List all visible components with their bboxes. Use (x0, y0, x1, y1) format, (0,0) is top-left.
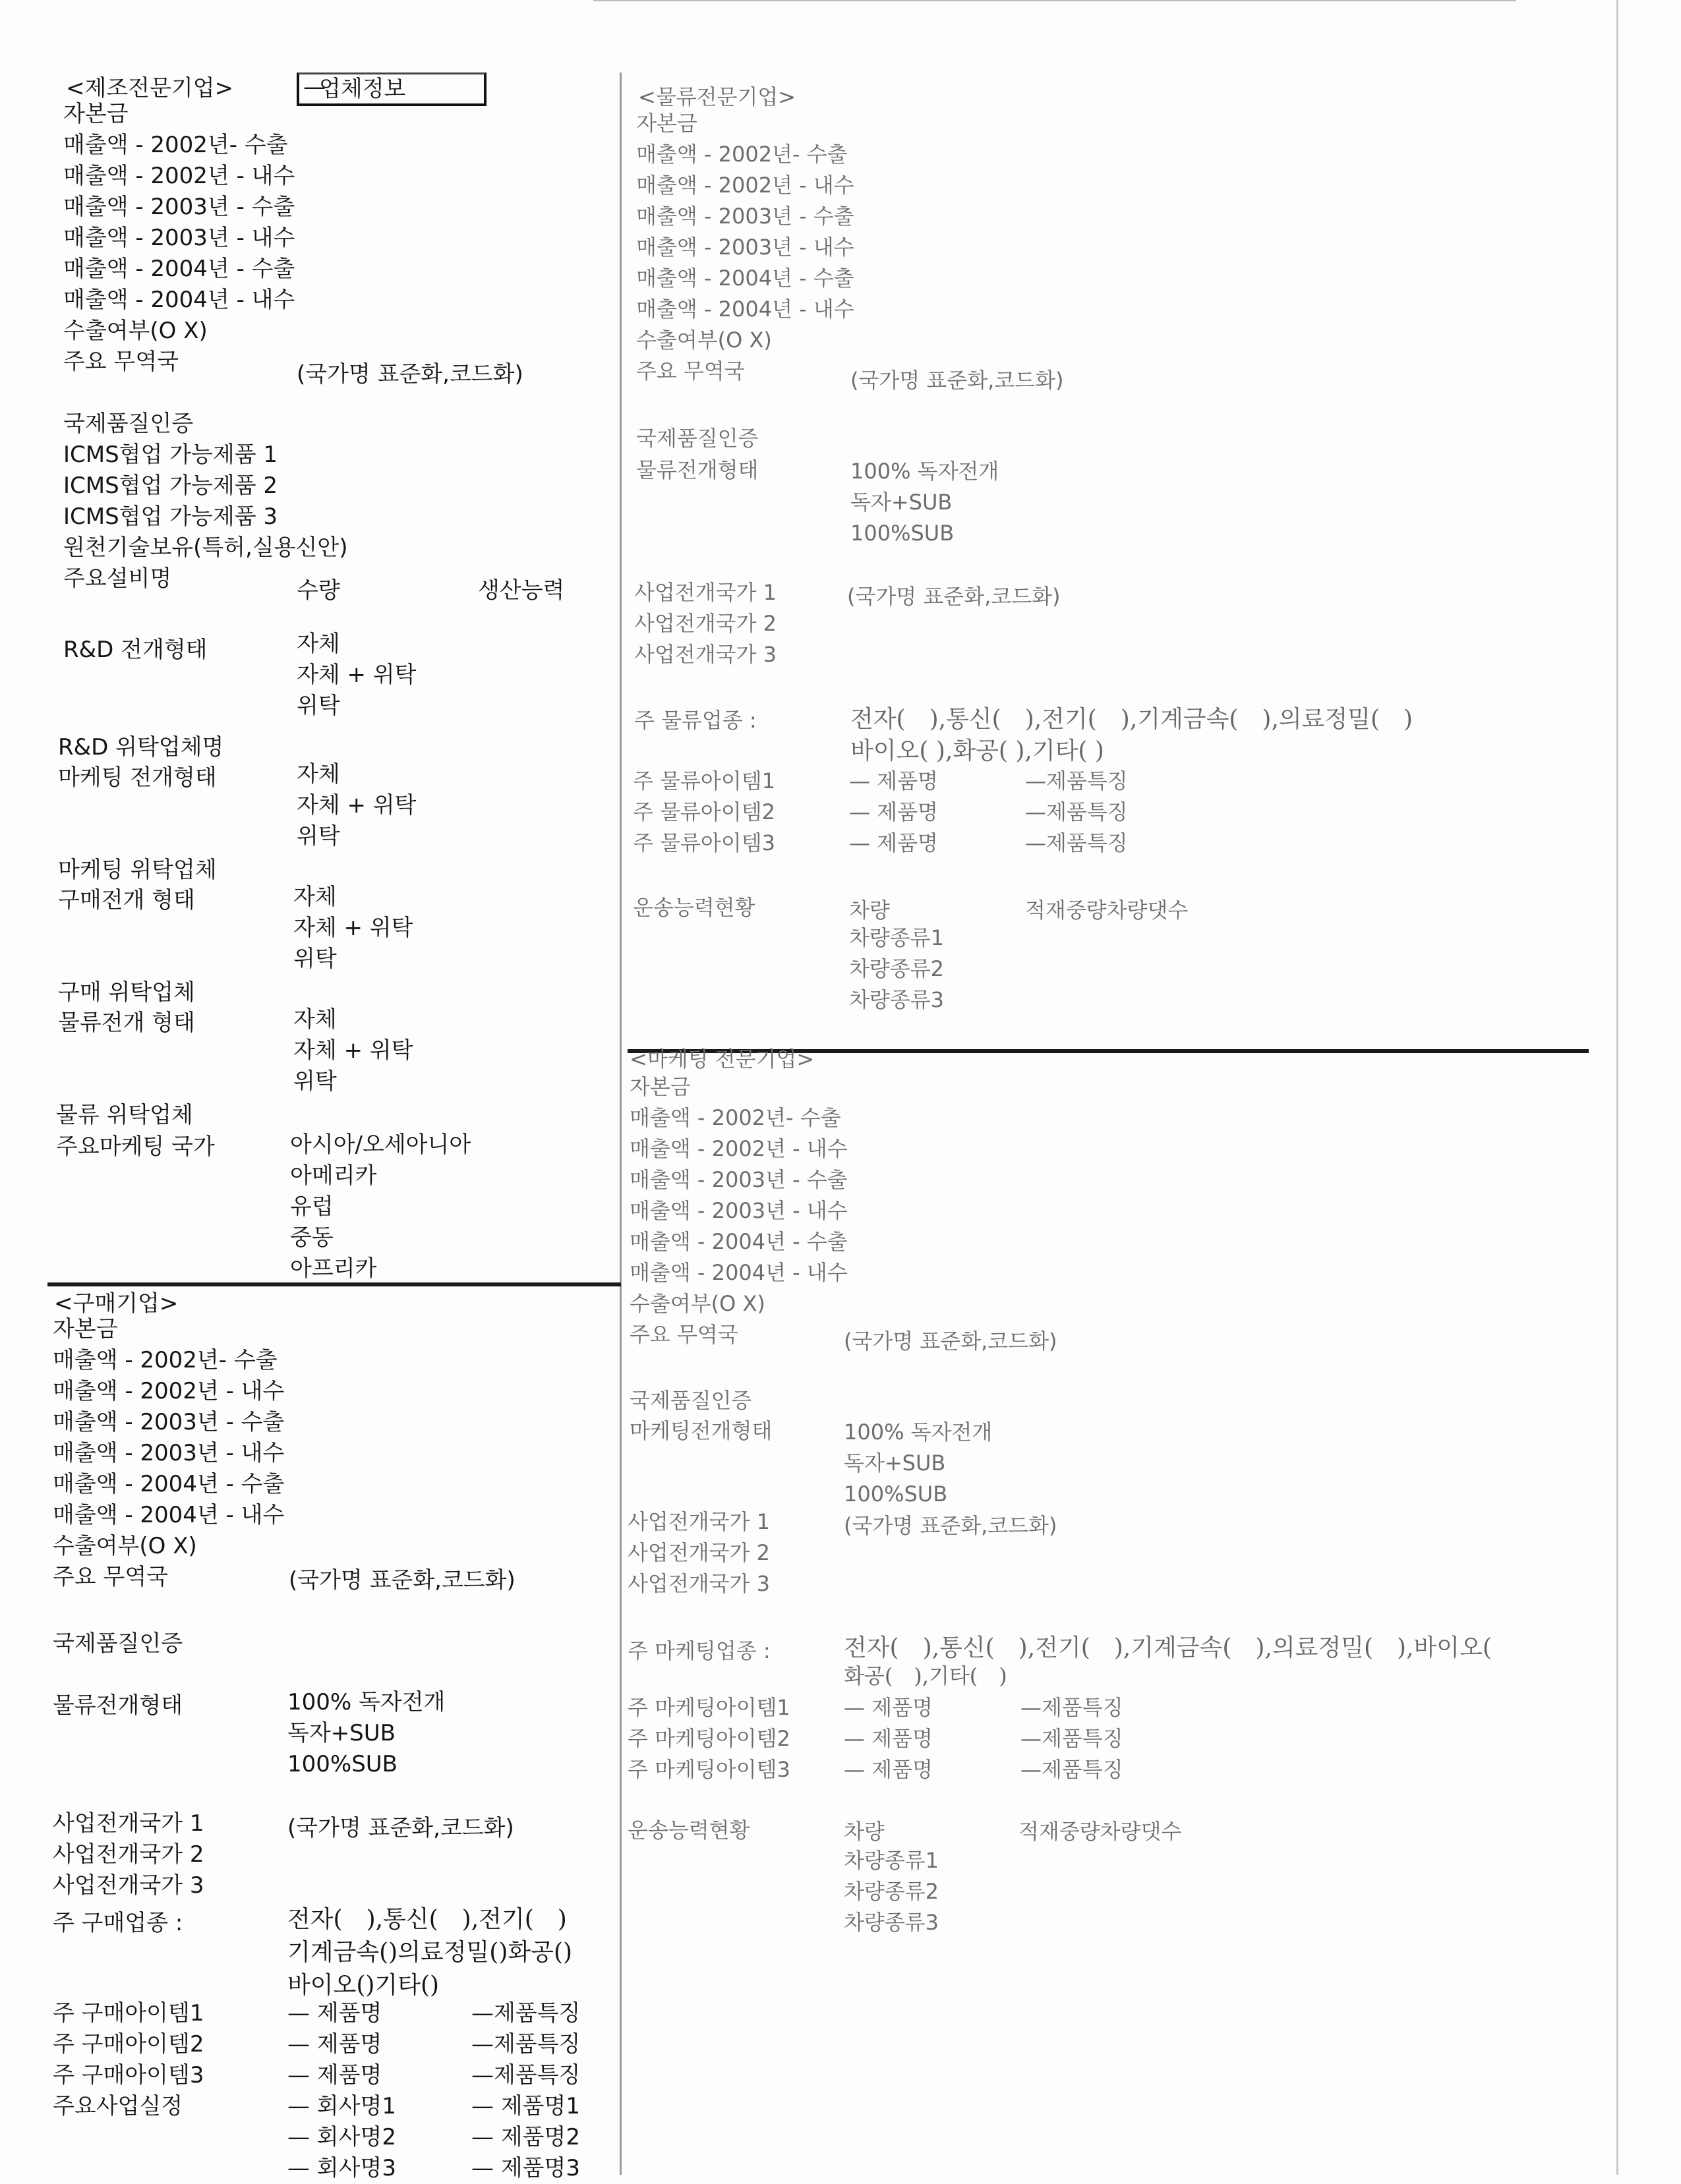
item-label: 주 마케팅아이템3 (628, 1757, 790, 1782)
item-feature: —제품특징 (471, 2000, 581, 2026)
vehicle-type: 차량종류1 (849, 925, 945, 950)
field-line: 매출액 - 2002년- 수출 (53, 1347, 278, 1373)
region: 아메리카 (290, 1163, 377, 1189)
marketing-fields (630, 1072, 848, 1350)
item-feature: —제품특징 (1025, 799, 1128, 824)
field-line: 자본금 (63, 101, 129, 127)
field-line: 매출액 - 2002년- 수출 (63, 132, 288, 158)
marketing-transport-label: 운송능력현황 (628, 1818, 750, 1843)
logistics-quality: 국제품질인증 (636, 426, 759, 451)
purchase-outsource-label: 구매 위탁업체 (58, 979, 195, 1006)
equipment-capacity-header: 생산능력 (478, 577, 565, 604)
purchasing-industry-lines (287, 1903, 572, 2002)
logistics-vehicle-types (849, 923, 944, 1016)
field-line: 자본금 (53, 1316, 118, 1342)
field-line: 자본금 (630, 1074, 691, 1099)
logistics-business-note: (국가명 표준화,코드화) (847, 584, 1061, 609)
item-label: 주 구매아이템3 (53, 2062, 204, 2088)
item-name: — 제품명 (849, 799, 938, 824)
item-name: — 제품명 (287, 2000, 382, 2026)
field-line: 주요 무역국 (630, 1322, 738, 1347)
item-feature: —제품특징 (1020, 1695, 1123, 1720)
region: 중동 (290, 1224, 334, 1251)
item-feature: —제품특징 (1025, 768, 1128, 793)
performance-label: 주요사업실정 (53, 2093, 183, 2119)
marketing-outsource-label: 마케팅 위탁업체 (58, 857, 217, 883)
equipment-qty-header: 수량 (297, 577, 340, 604)
performance-product: — 제품명1 (471, 2093, 580, 2119)
item-name: — 제품명 (844, 1726, 933, 1751)
purchase-options (293, 882, 413, 975)
top-edge (593, 0, 1516, 1)
option: 100%SUB (287, 1751, 398, 1777)
industry-line: 전자( ),통신( ),전기( ) (287, 1906, 567, 1933)
option-self-outsource: 자체 + 위탁 (297, 792, 417, 819)
industry-line: 기계금속()의료정밀()화공() (287, 1939, 573, 1966)
field-line: 매출액 - 2002년- 수출 (630, 1105, 841, 1130)
field-line: ICMS협업 가능제품 3 (63, 503, 278, 530)
marketing-form-label: 마케팅전개형태 (630, 1418, 773, 1443)
field-line: 매출액 - 2004년 - 수출 (63, 256, 295, 282)
option-self-outsource: 자체 + 위탁 (293, 1037, 413, 1064)
field-line: 매출액 - 2003년 - 내수 (63, 225, 295, 251)
purchasing-trade-note: (국가명 표준화,코드화) (289, 1567, 516, 1594)
marketing-business-note: (국가명 표준화,코드화) (844, 1513, 1057, 1538)
option-outsource: 위탁 (293, 1068, 337, 1095)
option: 독자+SUB (287, 1720, 396, 1746)
purchasing-items (53, 1998, 204, 2122)
logistics-transport-label: 운송능력현황 (633, 895, 755, 920)
field-line: 매출액 - 2004년 - 내수 (63, 287, 295, 313)
field-line: 매출액 - 2003년 - 수출 (63, 194, 295, 220)
option-self-outsource: 자체 + 위탁 (293, 915, 413, 941)
field-line: 매출액 - 2002년- 수출 (636, 142, 848, 167)
field-line: 매출액 - 2004년 - 수출 (630, 1229, 848, 1254)
logistics-form-options (850, 456, 999, 549)
field-line: 매출액 - 2004년 - 내수 (630, 1260, 848, 1285)
industry-line: 전자( ),통신( ),전기( ),기계금속( ),의료정밀( ) (850, 706, 1413, 733)
performance-company: — 회사명2 (287, 2124, 396, 2150)
marketing-form-label: 마케팅 전개형태 (58, 764, 217, 791)
option: 100% 독자전개 (287, 1689, 446, 1715)
logistics-items (633, 766, 775, 859)
field-line: 원천기술보유(특허,실용신안) (63, 534, 348, 561)
trade-note: (국가명 표준화,코드화) (297, 361, 523, 388)
item-label: 주 마케팅아이템2 (628, 1726, 790, 1751)
field-line: 매출액 - 2002년 - 내수 (630, 1136, 848, 1161)
field-line: 매출액 - 2003년 - 수출 (636, 204, 854, 229)
item-name: — 제품명 (844, 1757, 933, 1782)
option-outsource: 위탁 (293, 946, 337, 972)
marketing-industry-label: 주 마케팅업종 : (628, 1638, 771, 1663)
field-line: 매출액 - 2002년 - 내수 (636, 173, 854, 198)
item-name: — 제품명 (849, 830, 938, 855)
option-self: 자체 (297, 631, 340, 657)
logistics-trade-note: (국가명 표준화,코드화) (850, 368, 1064, 393)
logistics-fields (636, 108, 854, 387)
business-country: 사업전개국가 3 (634, 642, 777, 667)
item-name: — 제품명 (287, 2062, 382, 2088)
business-country: 사업전개국가 1 (53, 1810, 204, 1837)
field-line: 매출액 - 2003년 - 수출 (53, 1409, 285, 1435)
field-line: 수출여부(O X) (63, 318, 208, 344)
logistics-outsource-label: 물류 위탁업체 (56, 1102, 193, 1128)
business-country: 사업전개국가 3 (53, 1872, 204, 1899)
performance-company: — 회사명1 (287, 2093, 396, 2119)
logistics-item-features (1025, 766, 1128, 859)
option-outsource: 위탁 (297, 693, 340, 719)
field-line: ICMS협업 가능제품 2 (63, 473, 278, 499)
purchase-form-label: 구매전개 형태 (58, 887, 195, 913)
field-line: ICMS협업 가능제품 1 (63, 442, 278, 468)
column-divider (620, 72, 622, 2175)
field-line: 국제품질인증 (63, 411, 194, 437)
field-line: 매출액 - 2003년 - 내수 (53, 1440, 285, 1466)
business-country: 사업전개국가 1 (634, 580, 777, 605)
item-feature: —제품특징 (471, 2031, 581, 2057)
marketing-countries-label: 주요마케팅 국가 (56, 1134, 215, 1160)
marketing-trade-note: (국가명 표준화,코드화) (844, 1329, 1057, 1354)
field-line: 수출여부(O X) (636, 328, 772, 353)
logistics-item-names (849, 766, 938, 859)
logistics-form-label: 물류전개 형태 (58, 1010, 195, 1036)
purchasing-item-features (471, 1998, 580, 2184)
manufacturing-header: <제조전문기업> (66, 75, 234, 101)
rnd-outsource-label: R&D 위탁업체명 (58, 734, 224, 761)
item-label: 주 물류아이템2 (633, 799, 776, 824)
marketing-item-features (1020, 1692, 1123, 1785)
marketing-form-options (844, 1417, 992, 1510)
purchasing-business-countries (53, 1808, 204, 1901)
item-name: — 제품명 (287, 2031, 382, 2057)
vehicle-type: 차량종류1 (844, 1848, 939, 1873)
field-line: 주요 무역국 (63, 349, 179, 375)
purchasing-logistics-form: 물류전개형태 (53, 1692, 183, 1719)
field-line: 주요 무역국 (636, 359, 745, 384)
business-country: 사업전개국가 2 (634, 611, 777, 636)
company-info-dash: — (303, 74, 326, 100)
performance-product: — 제품명3 (471, 2155, 580, 2181)
field-line: 매출액 - 2003년 - 수출 (630, 1167, 848, 1192)
business-country: 사업전개국가 2 (53, 1841, 204, 1868)
field-line: 매출액 - 2003년 - 내수 (630, 1198, 848, 1223)
marketing-vehicle-types (844, 1845, 939, 1938)
business-country: 사업전개국가 3 (628, 1571, 771, 1596)
field-line: 자본금 (636, 111, 697, 136)
option: 100%SUB (844, 1481, 948, 1507)
option-self: 자체 (297, 761, 340, 788)
item-feature: —제품특징 (471, 2062, 581, 2088)
option: 100%SUB (850, 521, 955, 546)
item-label: 주 구매아이템2 (53, 2031, 204, 2057)
item-name: — 제품명 (849, 768, 938, 793)
logistics-transport-vehicle: 차량 (849, 898, 890, 923)
marketing-item-names (844, 1692, 933, 1785)
option: 100% 독자전개 (850, 459, 999, 484)
option: 100% 독자전개 (844, 1420, 993, 1445)
purchasing-header: <구매기업> (54, 1290, 179, 1317)
manufacturing-fields (63, 99, 347, 594)
vehicle-type: 차량종류3 (849, 987, 945, 1012)
marketing-regions (290, 1130, 471, 1284)
rnd-form-label: R&D 전개형태 (63, 637, 208, 663)
item-label: 주 구매아이템1 (53, 2000, 204, 2026)
logistics-options (293, 1004, 413, 1097)
item-feature: —제품특징 (1020, 1757, 1123, 1782)
logistics-business-countries (634, 577, 777, 670)
logistics-form-label: 물류전개형태 (636, 457, 759, 482)
item-label: 주 물류아이템1 (633, 768, 776, 793)
purchasing-business-note: (국가명 표준화,코드화) (287, 1815, 514, 1841)
field-line: 주요설비명 (63, 565, 172, 592)
purchasing-logistics-options (287, 1687, 445, 1780)
vehicle-type: 차량종류2 (844, 1879, 939, 1904)
company-info-label: 업체정보 (319, 76, 406, 102)
field-line: 매출액 - 2004년 - 수출 (53, 1471, 285, 1497)
marketing-quality: 국제품질인증 (630, 1388, 752, 1413)
business-country: 사업전개국가 2 (628, 1540, 771, 1565)
logistics-industry-lines (850, 704, 1413, 767)
marketing-industry-lines (844, 1634, 1492, 1690)
option-outsource: 위탁 (297, 823, 340, 849)
vehicle-type: 차량종류2 (849, 956, 945, 981)
field-line: 수출여부(O X) (630, 1291, 765, 1316)
item-feature: —제품특징 (1025, 830, 1128, 855)
option-self: 자체 (293, 884, 337, 910)
purchasing-industry-label: 주 구매업종 : (53, 1910, 183, 1936)
region: 유럽 (290, 1193, 334, 1220)
marketing-transport-cols: 적재중량차량댓수 (1018, 1819, 1182, 1844)
marketing-header: <마케팅 전문기업> (630, 1047, 815, 1072)
marketing-business-countries (628, 1507, 770, 1599)
option-self: 자체 (293, 1006, 337, 1033)
field-line: 매출액 - 2002년 - 내수 (53, 1378, 285, 1404)
field-line: 매출액 - 2004년 - 수출 (636, 266, 854, 291)
field-line: 수출여부(O X) (53, 1533, 197, 1559)
marketing-items (628, 1692, 790, 1785)
industry-line: 바이오( ),화공( ),기타( ) (850, 737, 1104, 764)
field-line: 주요 무역국 (53, 1564, 169, 1590)
region: 아프리카 (290, 1255, 377, 1282)
industry-line: 화공( ),기타( ) (844, 1663, 1007, 1688)
logistics-header: <물류전문기업> (638, 84, 796, 109)
item-label: 주 마케팅아이템1 (628, 1695, 790, 1720)
field-line: 매출액 - 2002년 - 내수 (63, 163, 295, 189)
marketing-options (297, 759, 416, 852)
right-edge-line (1616, 0, 1618, 2175)
performance-company: — 회사명3 (287, 2155, 396, 2181)
purchasing-quality: 국제품질인증 (53, 1630, 183, 1657)
field-line: 매출액 - 2004년 - 내수 (636, 297, 854, 322)
industry-line: 전자( ),통신( ),전기( ),기계금속( ),의료정밀( ),바이오( (844, 1634, 1492, 1661)
logistics-transport-cols: 적재중량차량댓수 (1025, 898, 1189, 923)
logistics-industry-label: 주 물류업종 : (634, 708, 757, 733)
item-feature: —제품특징 (1020, 1726, 1123, 1751)
item-label: 주 물류아이템3 (633, 830, 776, 855)
industry-line: 바이오()기타() (287, 1972, 440, 1999)
option-self-outsource: 자체 + 위탁 (297, 662, 417, 688)
field-line: 매출액 - 2004년 - 내수 (53, 1502, 285, 1528)
option: 독자+SUB (844, 1451, 946, 1476)
item-name: — 제품명 (844, 1695, 933, 1720)
field-line: 매출액 - 2003년 - 내수 (636, 235, 854, 260)
purchasing-item-names (287, 1998, 396, 2184)
option: 독자+SUB (850, 490, 953, 515)
marketing-transport-vehicle: 차량 (844, 1819, 885, 1844)
vehicle-type: 차량종류3 (844, 1910, 939, 1935)
business-country: 사업전개국가 1 (628, 1509, 771, 1534)
performance-product: — 제품명2 (471, 2124, 580, 2150)
purchasing-fields (53, 1314, 284, 1593)
rnd-options (297, 629, 416, 722)
region: 아시아/오세아니아 (290, 1132, 471, 1158)
